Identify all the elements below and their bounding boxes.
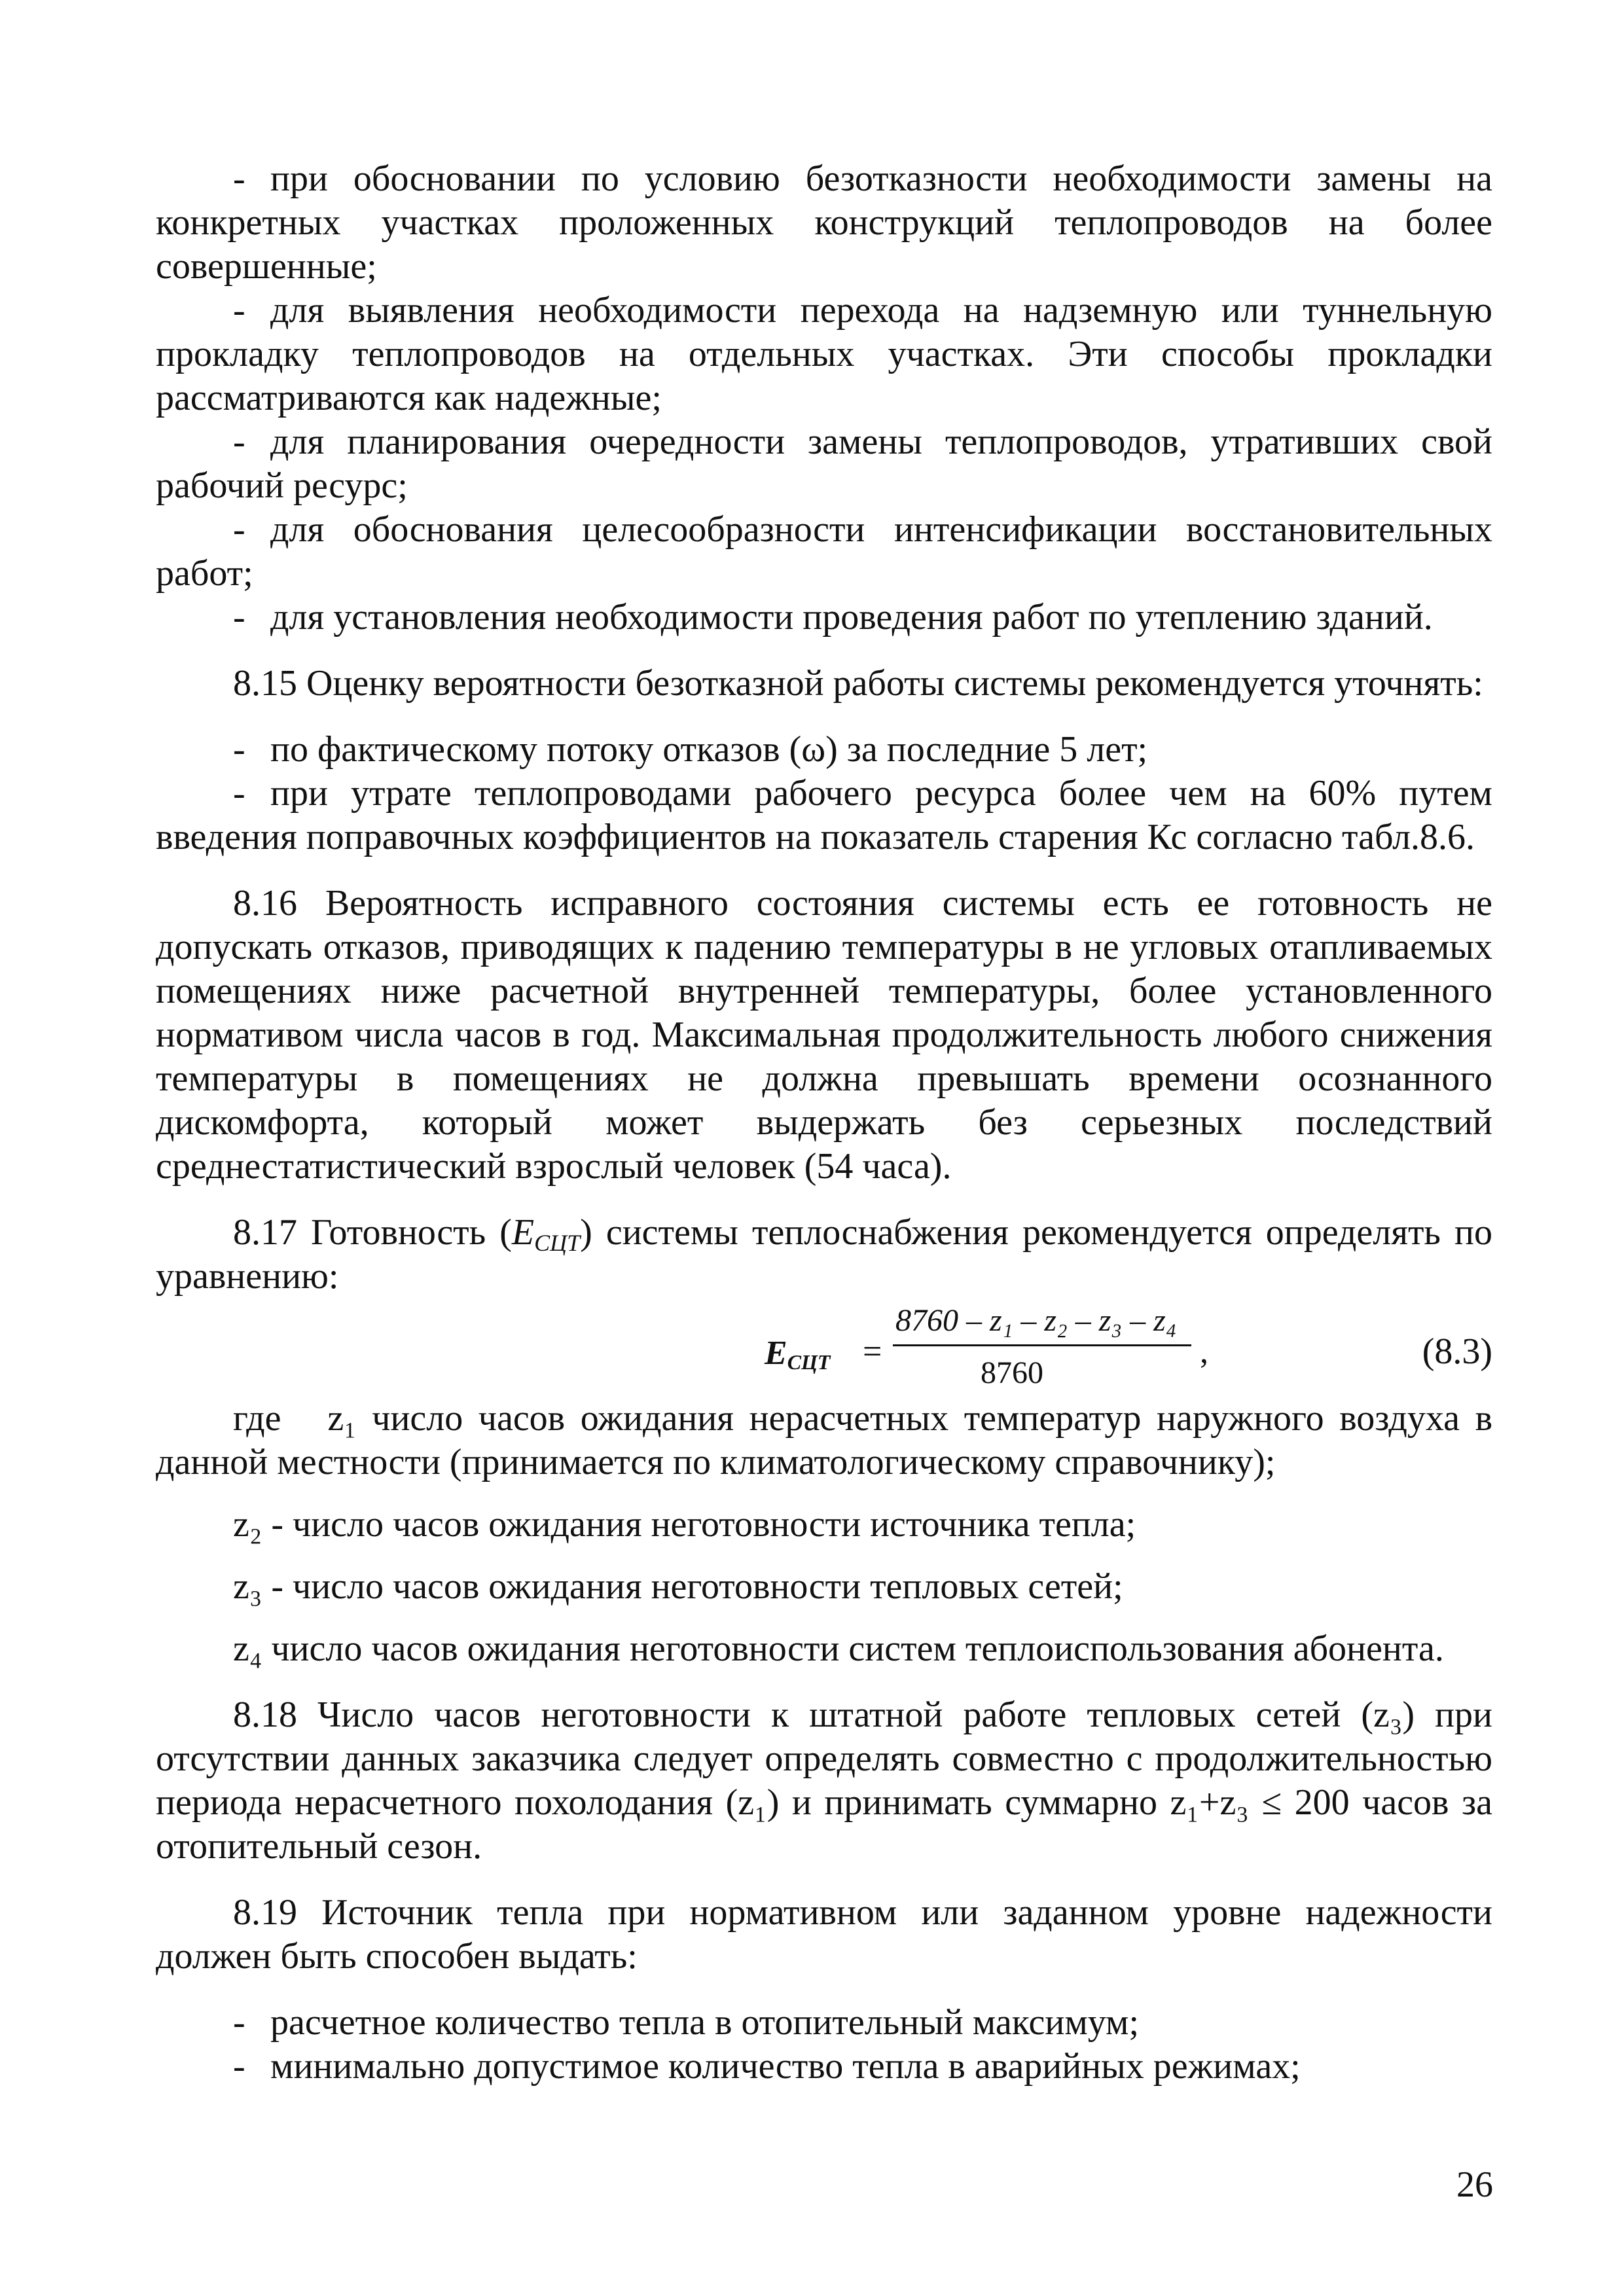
list-item: - при обосновании по условию безотказности необходимости замены на конкретных участках проложенных конструкций теплопроводов на более совершенные; bbox=[156, 158, 1492, 287]
list-item: - минимально допустимое количество тепла в аварийных режимах; bbox=[233, 2046, 1301, 2087]
list-item: - для планирования очередности замены теплопроводов, утративших свой рабочий ресурс; bbox=[156, 422, 1492, 506]
page-content bbox=[156, 157, 1492, 2089]
page-number: 26 bbox=[1456, 2164, 1493, 2205]
variable-z3: z₃ - число часов ожидания неготовности тепловых сетей; bbox=[233, 1566, 1123, 1607]
formula-lhs: $E_{СЦТ}$ bbox=[765, 1335, 831, 1374]
list-item: - для выявления необходимости перехода на надземную или туннельную прокладку теплопроводов на отдельных участках. Эти способы прокладки рассматриваются как надежные; bbox=[156, 290, 1492, 418]
paragraph-8-19: 8.19 Источник тепла при нормативном или заданном уровне надежности должен быть способен выдать: bbox=[156, 1892, 1492, 1977]
paragraph-8-15: 8.15 Оценку вероятности безотказной работы системы рекомендуется уточнять: bbox=[233, 663, 1483, 704]
list-item: - по фактическому потоку отказов (ω) за последние 5 лет; bbox=[233, 729, 1148, 770]
paragraph-8-18: 8.18 Число часов неготовности к штатной работе тепловых сетей (z₃) при отсутствии данных заказчика следует определять совместно с продолжительностью периода нерасчетного похолодания (z₁) и принимать суммарно z₁+z₃ ≤ 200 часов за отопительный сезон. bbox=[156, 1695, 1492, 1867]
equation-8-3 bbox=[156, 1299, 1492, 1397]
paragraph-8-16: 8.16 Вероятность исправного состояния системы есть ее готовность не допускать отказов, приводящих к падению температуры в не угловых отапливаемых помещениях ниже расчетной внутренней температуры, более установленного нормативом числа часов в год. Максимальная продолжительность любого снижения температуры в помещениях не должна превышать времени осознанного дискомфорта, который может выдержать без серьезных последствий среднестатистический взрослый человек (54 часа). bbox=[156, 883, 1492, 1187]
variable-z2: z₂ - число часов ожидания неготовности источника тепла; bbox=[233, 1504, 1136, 1545]
formula: $E_{СЦТ}$ = 8760 – z₁ – z₂ – z₃ – z₄ 8760 , bbox=[765, 1299, 1223, 1397]
formula-denominator: 8760 bbox=[981, 1355, 1043, 1390]
formula-numerator: 8760 – z₁ – z₂ – z₃ – z₄ bbox=[895, 1303, 1177, 1338]
list-item: - для установления необходимости проведения работ по утеплению зданий. bbox=[233, 597, 1433, 637]
equation-number: (8.3) bbox=[1422, 1331, 1492, 1372]
paragraph-8-17: 8.17 Готовность $(E_{СЦТ})$ системы теплоснабжения рекомендуется определять по уравнению: bbox=[156, 1212, 1492, 1297]
variable-z4: z₄ число часов ожидания неготовности систем теплоиспользования абонента. bbox=[233, 1628, 1444, 1669]
variable-z1: где z₁ число часов ожидания нерасчетных температур наружного воздуха в данной местности (принимается по климатологическому справочнику); bbox=[156, 1398, 1493, 1482]
list-item: - при утрате теплопроводами рабочего ресурса более чем на 60% путем введения поправочных коэффициентов на показатель старения Кс согласно табл.8.6. bbox=[156, 773, 1492, 857]
fraction-bar bbox=[893, 1344, 1191, 1346]
list-item: - расчетное количество тепла в отопительный максимум; bbox=[233, 2002, 1140, 2043]
list-item: - для обоснования целесообразности интенсификации восстановительных работ; bbox=[156, 509, 1492, 594]
